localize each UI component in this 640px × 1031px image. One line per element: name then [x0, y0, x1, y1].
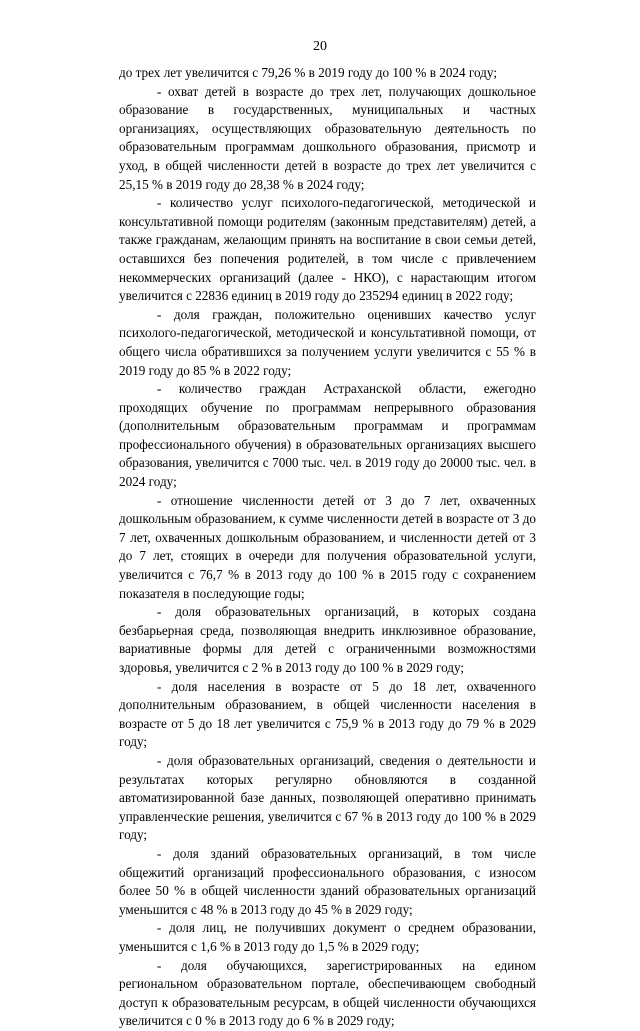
paragraph: - количество услуг психолого-педагогической, методической и консультативной помощи родителям (законным представителям) детей, а также гражданам, желающим принять на воспитание в свои семьи детей, оставшихся без попечения родителей, в том числе с привлечением некоммерческих организаций (далее - НКО), с нарастающим итогом увеличится с 22836 единиц в 2019 году до 235294 единиц в 2022 году;	[119, 195, 536, 304]
paragraph: - охват детей в возрасте до трех лет, получающих дошкольное образование в государственных, муниципальных и частных организациях, осуществляющих образовательную деятельность по образовательным программам дошкольного образования, присмотр и уход, в общей численности детей в возрасте до трех лет увеличится с 25,15 % в 2019 году до 28,38 % в 2024 году;	[119, 83, 536, 192]
paragraph: - отношение численности детей от 3 до 7 лет, охваченных дошкольным образованием, к сумме численности детей в возрасте от 3 до 7 лет, охваченных дошкольным образованием, и численности детей от 3 до 7 лет, стоящих в очереди для получения образовательной услуги, увеличится с 76,7 % в 2013 году до 100 % в 2015 году с сохранением показателя в последующие годы;	[119, 492, 536, 601]
paragraph: - доля образовательных организаций, в которых создана безбарьерная среда, позволяющая внедрить инклюзивное образование, вариативные формы для детей с ограниченными возможностями здоровья, увеличится с 2 % в 2013 году до 100 % в 2029 году;	[119, 604, 536, 675]
document-body	[119, 64, 536, 1031]
paragraph: - доля населения в возрасте от 5 до 18 лет, охваченного дополнительным образованием, в общей численности населения в возрасте от 5 до 18 лет увеличится с 75,9 % в 2013 году до 79 % в 2029 году;	[119, 678, 536, 750]
paragraph: - количество граждан Астраханской области, ежегодно проходящих обучение по программам непрерывного образования (дополнительным образовательным программам и программам профессионального обучения) в образовательных организациях высшего образования, увеличится с 7000 тыс. чел. в 2019 году до 20000 тыс. чел. в 2024 году;	[119, 381, 536, 490]
paragraph: до трех лет увеличится с 79,26 % в 2019 году до 100 % в 2024 году;	[119, 65, 497, 80]
paragraph: - доля лиц, не получивших документ о среднем образовании, уменьшится с 1,6 % в 2013 году до 1,5 % в 2029 году;	[119, 920, 536, 954]
page-number: 20	[313, 39, 327, 54]
paragraph: - доля граждан, положительно оценивших качество услуг психолого-педагогической, методической и консультативной помощи, от общего числа обратившихся за получением услуги увеличится с 55 % в 2019 году до 85 % в 2022 году;	[119, 306, 536, 378]
paragraph: - доля зданий образовательных организаций, в том числе общежитий организаций профессионального образования, с износом более 50 % в общей численности зданий образовательных организаций уменьшится с 48 % в 2013 году до 45 % в 2029 году;	[119, 845, 536, 917]
paragraph: - доля образовательных организаций, сведения о деятельности и результатах которых регулярно обновляются в созданной автоматизированной базе данных, позволяющей оперативно принимать управленческие решения, увеличится с 67 % в 2013 году до 100 % в 2029 году;	[119, 752, 536, 843]
paragraph: - доля обучающихся, зарегистрированных на едином региональном образовательном портале, обеспечивающем свободный доступ к образовательным ресурсам, в общей численности обучающихся увеличится с 0 % в 2013 году до 6 % в 2029 году;	[119, 957, 536, 1029]
